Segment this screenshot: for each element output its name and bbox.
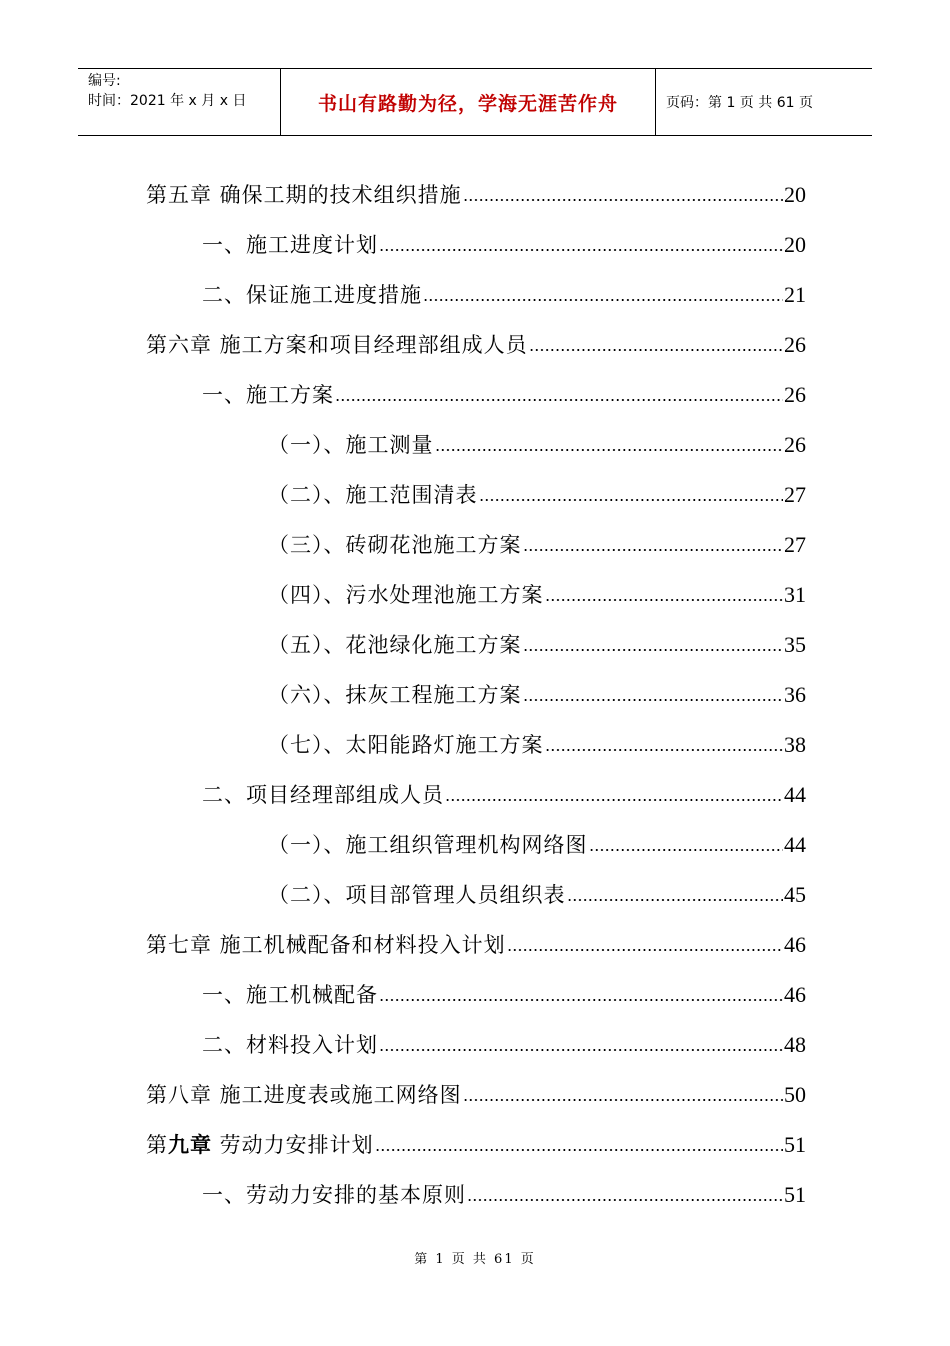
toc-entry-title: （二）、项目部管理人员组织表 [268, 883, 566, 907]
toc-entry-title: 二、项目经理部组成人员 [202, 783, 444, 807]
toc-leader-dots [435, 447, 784, 453]
toc-entry-title: （一）、施工组织管理机构网络图 [268, 833, 588, 857]
toc-entry-title: （二）、施工范围清表 [268, 483, 478, 507]
toc-entry[interactable] [202, 280, 806, 310]
toc-leader-dots [375, 1147, 783, 1153]
toc-entry-page: 31 [784, 582, 806, 607]
toc-leader-dots [545, 597, 784, 603]
toc-entry-chapter-8[interactable] [146, 1080, 806, 1110]
toc-leader-dots [589, 847, 784, 853]
toc-leader-dots [445, 797, 783, 803]
toc-entry-title: 二、材料投入计划 [202, 1033, 378, 1057]
toc-entry[interactable] [268, 730, 806, 760]
toc-leader-dots [567, 897, 784, 903]
toc-entry-page: 46 [784, 932, 806, 957]
toc-entry-page: 21 [784, 282, 806, 307]
toc-entry-title: 一、施工机械配备 [202, 983, 378, 1007]
toc-entry-chapter-9[interactable] [146, 1130, 806, 1160]
toc-entry-chapter-6[interactable] [146, 330, 806, 360]
date-label: 时间：2021 年 x 月 x 日 [88, 93, 247, 109]
toc-entry-title: 第七章 施工机械配备和材料投入计划 [146, 933, 506, 957]
toc-entry[interactable] [268, 580, 806, 610]
header-meta-cell [78, 69, 281, 135]
toc-leader-dots [545, 747, 784, 753]
toc-entry[interactable] [268, 680, 806, 710]
toc-entry-page: 36 [784, 682, 806, 707]
toc-entry-title: 二、保证施工进度措施 [202, 283, 422, 307]
toc-entry-page: 27 [784, 482, 806, 507]
toc-entry-title: 一、劳动力安排的基本原则 [202, 1183, 466, 1207]
toc-entry-chapter-5[interactable] [146, 180, 806, 210]
toc-entry-page: 46 [784, 982, 806, 1007]
toc-entry[interactable] [268, 630, 806, 660]
toc-title-bold: 九章 [168, 1132, 212, 1157]
toc-entry[interactable] [202, 230, 806, 260]
header-page-cell [656, 69, 872, 135]
page-header [78, 68, 872, 136]
toc-entry-page: 48 [784, 1032, 806, 1057]
motto-text: 书山有路勤为径，学海无涯苦作舟 [317, 92, 618, 115]
toc-entry[interactable] [268, 830, 806, 860]
page-footer: 第 1 页 共 61 页 [414, 1252, 536, 1267]
toc-entry-page: 51 [784, 1132, 806, 1157]
toc-entry-title: （七）、太阳能路灯施工方案 [268, 733, 544, 757]
toc-entry-page: 45 [784, 882, 806, 907]
toc-entry[interactable] [268, 480, 806, 510]
toc-entry-title: （六）、抹灰工程施工方案 [268, 683, 522, 707]
toc-leader-dots [507, 947, 783, 953]
code-label: 编号: [88, 73, 121, 89]
toc-entry-title: （四）、污水处理池施工方案 [268, 583, 544, 607]
toc-leader-dots [467, 1197, 783, 1203]
toc-entry-title: 一、施工方案 [202, 383, 334, 407]
toc-leader-dots [379, 1047, 783, 1053]
toc-entry-page: 50 [784, 1082, 806, 1107]
toc-entry[interactable] [202, 780, 806, 810]
toc-entry-page: 20 [784, 232, 806, 257]
toc-leader-dots [335, 397, 783, 403]
toc-leader-dots [379, 247, 783, 253]
toc-entry-page: 44 [784, 782, 806, 807]
toc-entry-page: 27 [784, 532, 806, 557]
toc-leader-dots [523, 647, 784, 653]
toc-title-prefix: 第 [146, 1133, 168, 1157]
toc-entry-title [146, 1130, 374, 1160]
toc-entry-title: （三）、砖砌花池施工方案 [268, 533, 522, 557]
toc-entry-title: 一、施工进度计划 [202, 233, 378, 257]
toc-entry-title: 第八章 施工进度表或施工网络图 [146, 1083, 462, 1107]
toc-entry-page: 26 [784, 432, 806, 457]
toc-leader-dots [423, 297, 783, 303]
toc-entry-title: （一）、施工测量 [268, 433, 434, 457]
toc-entry-page: 26 [784, 332, 806, 357]
toc-entry-chapter-7[interactable] [146, 930, 806, 960]
toc-entry-title: 第六章 施工方案和项目经理部组成人员 [146, 333, 528, 357]
toc-leader-dots [379, 997, 783, 1003]
toc-entry-page: 35 [784, 632, 806, 657]
toc-entry-page: 26 [784, 382, 806, 407]
toc-leader-dots [529, 347, 783, 353]
toc-entry-page: 51 [784, 1182, 806, 1207]
header-motto-cell [281, 69, 656, 135]
toc-entry-page: 44 [784, 832, 806, 857]
toc-leader-dots [479, 497, 784, 503]
toc-entry-page: 20 [784, 182, 806, 207]
toc-leader-dots [463, 1097, 783, 1103]
toc-entry[interactable] [202, 980, 806, 1010]
toc-entry[interactable] [202, 1030, 806, 1060]
toc-entry[interactable] [268, 880, 806, 910]
toc-entry-page: 38 [784, 732, 806, 757]
toc-entry[interactable] [202, 380, 806, 410]
toc-leader-dots [523, 547, 784, 553]
page-info: 页码：第 1 页 共 61 页 [666, 95, 813, 111]
toc-title-suffix: 劳动力安排计划 [212, 1133, 374, 1157]
toc-entry[interactable] [268, 430, 806, 460]
toc-entry-title: （五）、花池绿化施工方案 [268, 633, 522, 657]
toc-entry-title: 第五章 确保工期的技术组织措施 [146, 183, 462, 207]
toc-leader-dots [463, 197, 783, 203]
toc-entry[interactable] [268, 530, 806, 560]
toc-entry[interactable] [202, 1180, 806, 1210]
toc-leader-dots [523, 697, 784, 703]
